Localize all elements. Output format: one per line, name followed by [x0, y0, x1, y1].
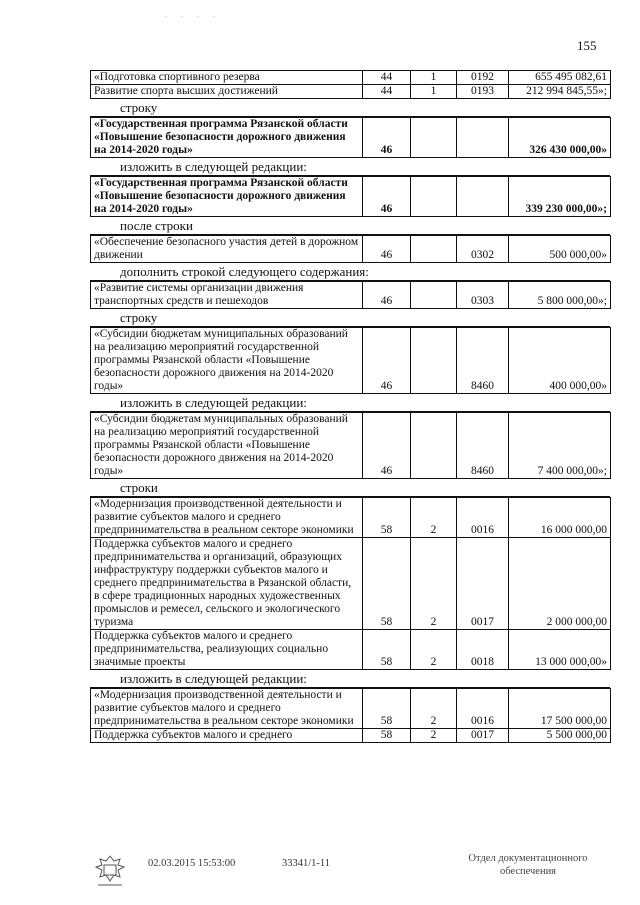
footer-date: 02.03.2015 15:53:00: [148, 858, 236, 869]
row-amount: 339 230 000,00»;: [509, 177, 611, 217]
row-name: «Государственная программа Рязанской области «Повышение безопасности дорожного движения на 2014-2020 годы»: [91, 118, 363, 158]
target-code: 0303: [457, 282, 509, 309]
table-row: [91, 689, 611, 729]
section-code: 2: [411, 630, 457, 670]
ministry-code: 46: [363, 236, 411, 263]
row-amount: 212 994 845,55»;: [509, 85, 611, 99]
row-name: Поддержка субъектов малого и среднего предпринимательства, реализующих социально значимые проекты: [91, 630, 363, 670]
target-code: 0302: [457, 236, 509, 263]
row-name: «Субсидии бюджетам муниципальных образований на реализацию мероприятий государственной программы Рязанской области «Повышение безопасности дорожного движения на 2014-2020 годы»: [91, 328, 363, 394]
row-name: «Обеспечение безопасного участия детей в дорожном движении: [91, 236, 363, 263]
ministry-code: 58: [363, 498, 411, 538]
row-name: «Модернизация производственной деятельности и развитие субъектов малого и среднего предпринимательства в реальном секторе экономики: [91, 498, 363, 538]
row-name: «Модернизация производственной деятельности и развитие субъектов малого и среднего предпринимательства в реальном секторе экономики: [91, 689, 363, 729]
budget-table: [90, 176, 611, 217]
row-name: Поддержка субъектов малого и среднего: [91, 729, 363, 743]
budget-table: [90, 688, 611, 743]
section-code: 2: [411, 689, 457, 729]
section-code: [411, 413, 457, 479]
target-code: [457, 118, 509, 158]
instruction-text: дополнить строкой следующего содержания:: [90, 263, 610, 281]
row-amount: 500 000,00»: [509, 236, 611, 263]
row-amount: 16 000 000,00: [509, 498, 611, 538]
row-name: Развитие спорта высших достижений: [91, 85, 363, 99]
coat-of-arms-seal: [88, 853, 132, 889]
scan-marks: . . . .: [165, 10, 221, 19]
section-code: [411, 282, 457, 309]
row-name: «Подготовка спортивного резерва: [91, 71, 363, 85]
target-code: 0017: [457, 538, 509, 630]
section-code: [411, 118, 457, 158]
page-number: 155: [577, 38, 597, 53]
row-amount: 326 430 000,00»: [509, 118, 611, 158]
row-amount: 13 000 000,00»: [509, 630, 611, 670]
table-row: [91, 85, 611, 99]
ministry-code: 46: [363, 282, 411, 309]
section-code: 2: [411, 538, 457, 630]
table-row: [91, 538, 611, 630]
target-code: 0193: [457, 85, 509, 99]
ministry-code: 44: [363, 85, 411, 99]
table-row: [91, 729, 611, 743]
instruction-text: изложить в следующей редакции:: [90, 394, 610, 412]
budget-table: [90, 70, 611, 99]
row-amount: 400 000,00»: [509, 328, 611, 394]
target-code: 8460: [457, 328, 509, 394]
table-row: [91, 118, 611, 158]
document-body: [90, 70, 610, 743]
instruction-text: после строки: [90, 217, 610, 235]
section-code: 2: [411, 729, 457, 743]
budget-table: [90, 117, 611, 158]
table-row: [91, 630, 611, 670]
footer-code: 33341/1-11: [282, 858, 331, 869]
row-name: «Развитие системы организации движения транспортных средств и пешеходов: [91, 282, 363, 309]
row-amount: 17 500 000,00: [509, 689, 611, 729]
section-code: [411, 236, 457, 263]
row-amount: 5 500 000,00: [509, 729, 611, 743]
ministry-code: 44: [363, 71, 411, 85]
target-code: 8460: [457, 413, 509, 479]
instruction-text: строки: [90, 479, 610, 497]
ministry-code: 58: [363, 630, 411, 670]
ministry-code: 46: [363, 328, 411, 394]
budget-table: [90, 327, 611, 394]
section-code: 1: [411, 71, 457, 85]
budget-table: [90, 281, 611, 309]
ministry-code: 58: [363, 689, 411, 729]
budget-table: [90, 412, 611, 479]
row-name: «Государственная программа Рязанской области «Повышение безопасности дорожного движения на 2014-2020 годы»: [91, 177, 363, 217]
target-code: [457, 177, 509, 217]
target-code: 0017: [457, 729, 509, 743]
row-amount: 5 800 000,00»;: [509, 282, 611, 309]
target-code: 0016: [457, 689, 509, 729]
footer-department: Отдел документационного обеспечения: [468, 853, 588, 877]
row-amount: 2 000 000,00: [509, 538, 611, 630]
target-code: 0018: [457, 630, 509, 670]
budget-table: [90, 235, 611, 263]
table-row: [91, 282, 611, 309]
table-row: [91, 236, 611, 263]
ministry-code: 58: [363, 538, 411, 630]
row-name: Поддержка субъектов малого и среднего предпринимательства и организаций, образующих инфраструктуру поддержки субъектов малого и среднего предпринимательства в Рязанской области, в сфере традиционных народных художественных промыслов и ремесел, сельского и экологического туризма: [91, 538, 363, 630]
target-code: 0192: [457, 71, 509, 85]
table-row: [91, 177, 611, 217]
section-code: [411, 328, 457, 394]
section-code: 2: [411, 498, 457, 538]
row-amount: 7 400 000,00»;: [509, 413, 611, 479]
table-row: [91, 498, 611, 538]
table-row: [91, 413, 611, 479]
ministry-code: 46: [363, 118, 411, 158]
table-row: [91, 71, 611, 85]
instruction-text: строку: [90, 99, 610, 117]
table-row: [91, 328, 611, 394]
ministry-code: 46: [363, 413, 411, 479]
instruction-text: изложить в следующей редакции:: [90, 670, 610, 688]
row-amount: 655 495 082,61: [509, 71, 611, 85]
instruction-text: строку: [90, 309, 610, 327]
section-code: [411, 177, 457, 217]
row-name: «Субсидии бюджетам муниципальных образований на реализацию мероприятий государственной программы Рязанской области «Повышение безопасности дорожного движения на 2014-2020 годы»: [91, 413, 363, 479]
section-code: 1: [411, 85, 457, 99]
instruction-text: изложить в следующей редакции:: [90, 158, 610, 176]
budget-table: [90, 497, 611, 670]
ministry-code: 58: [363, 729, 411, 743]
target-code: 0016: [457, 498, 509, 538]
ministry-code: 46: [363, 177, 411, 217]
